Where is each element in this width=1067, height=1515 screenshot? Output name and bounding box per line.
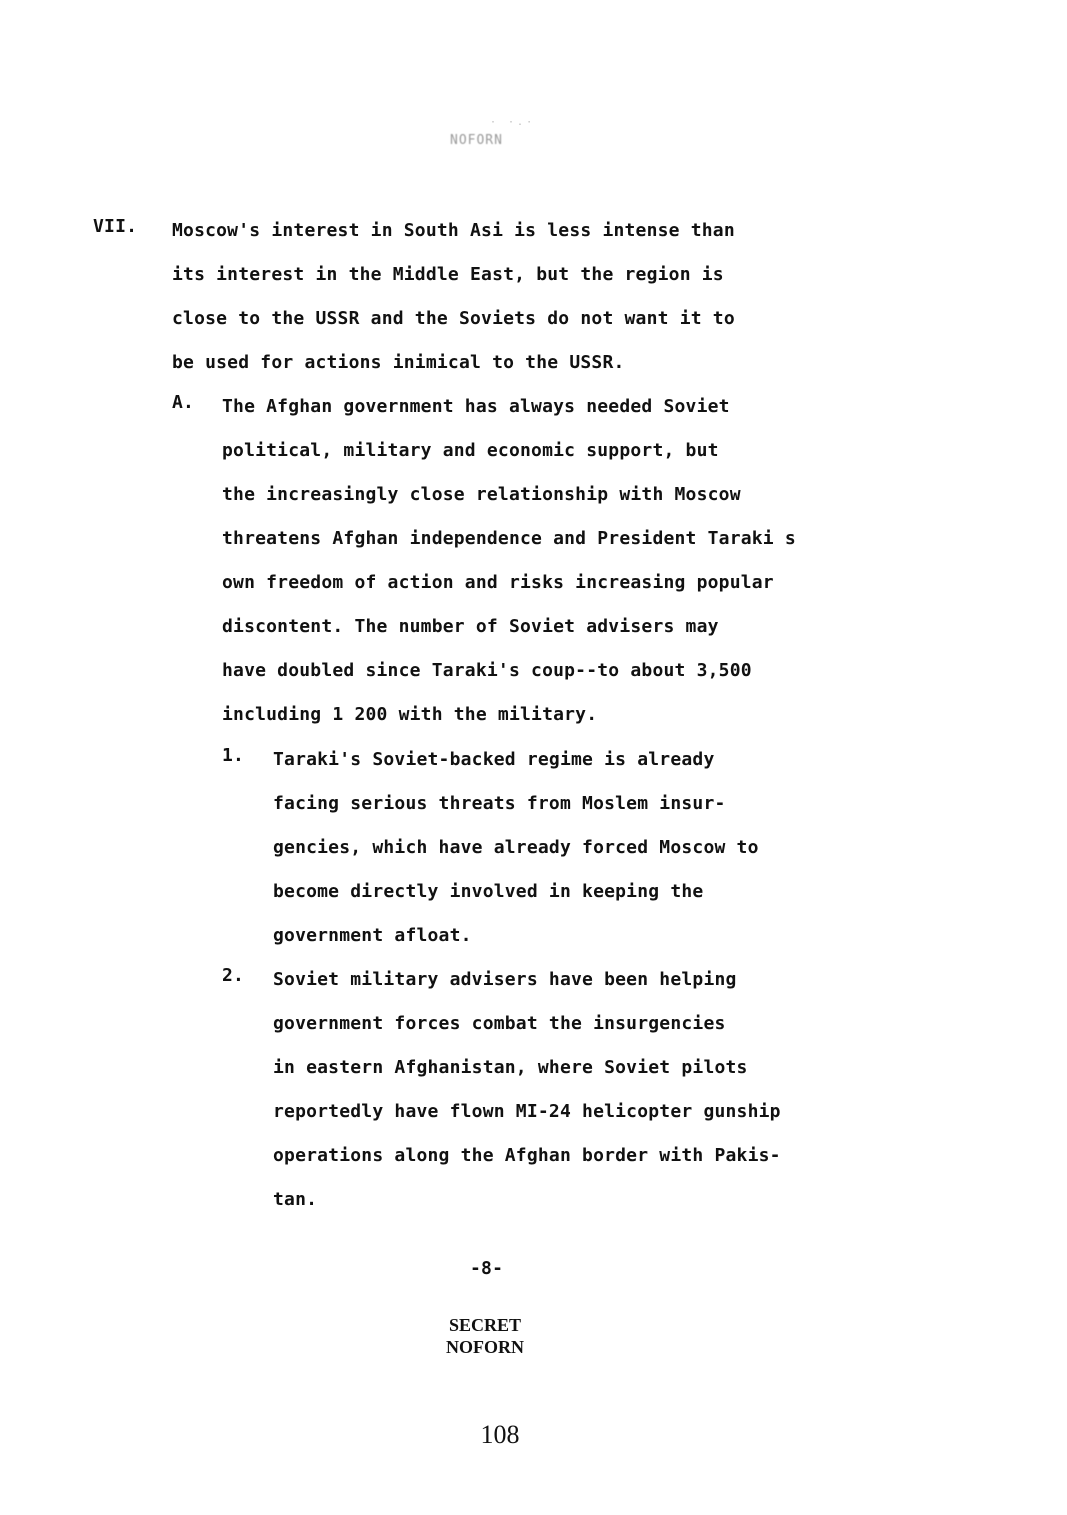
paragraph-line: Taraki's Soviet-backed regime is already (273, 749, 715, 770)
paragraph-line: reportedly have flown MI-24 helicopter gunship (273, 1101, 781, 1122)
paragraph-line: discontent. The number of Soviet advisers may (222, 616, 719, 637)
paragraph-line: tan. (273, 1189, 318, 1210)
paragraph-line: own freedom of action and risks increasing popular (222, 572, 774, 593)
section-1-paragraph (273, 738, 759, 958)
paragraph-line: the increasingly close relationship with Moscow (222, 484, 741, 505)
paragraph-line: Moscow's interest in South Asi is less intense than (172, 220, 735, 241)
section-2-marker: 2. (222, 965, 245, 986)
section-a-marker: A. (172, 392, 195, 413)
paragraph-line: The Afghan government has always needed Soviet (222, 396, 730, 417)
paragraph-line: in eastern Afghanistan, where Soviet pilots (273, 1057, 748, 1078)
paragraph-line: including 1 200 with the military. (222, 704, 598, 725)
paragraph-line: facing serious threats from Moslem insur- (273, 793, 726, 814)
section-vii-paragraph (172, 209, 735, 385)
paragraph-line: Soviet military advisers have been helping (273, 969, 737, 990)
classification-secret: SECRET (448, 1315, 522, 1335)
archive-page-number: 108 (480, 1420, 520, 1449)
header-classification: NOFORN (450, 133, 503, 148)
section-a-paragraph (222, 385, 796, 737)
paragraph-line: have doubled since Taraki's coup--to about 3,500 (222, 660, 752, 681)
paragraph-line: become directly involved in keeping the (273, 881, 704, 902)
page-number: -8- (470, 1258, 504, 1279)
paragraph-line: political, military and economic support, but (222, 440, 719, 461)
paragraph-line: government forces combat the insurgencies (273, 1013, 726, 1034)
section-vii-marker: VII. (93, 216, 138, 237)
paragraph-line: gencies, which have already forced Moscow to (273, 837, 759, 858)
paragraph-line: close to the USSR and the Soviets do not want it to (172, 308, 735, 329)
classification-noforn: NOFORN (446, 1337, 524, 1357)
paragraph-line: operations along the Afghan border with Pakis- (273, 1145, 781, 1166)
section-2-paragraph (273, 958, 781, 1222)
section-1-marker: 1. (222, 745, 245, 766)
paragraph-line: its interest in the Middle East, but the region is (172, 264, 724, 285)
paragraph-line: government afloat. (273, 925, 472, 946)
paragraph-line: be used for actions inimical to the USSR. (172, 352, 625, 373)
classification-footer (440, 1314, 530, 1358)
header-faint-mark: · ·.· (490, 117, 536, 128)
paragraph-line: threatens Afghan independence and President Taraki s (222, 528, 796, 549)
